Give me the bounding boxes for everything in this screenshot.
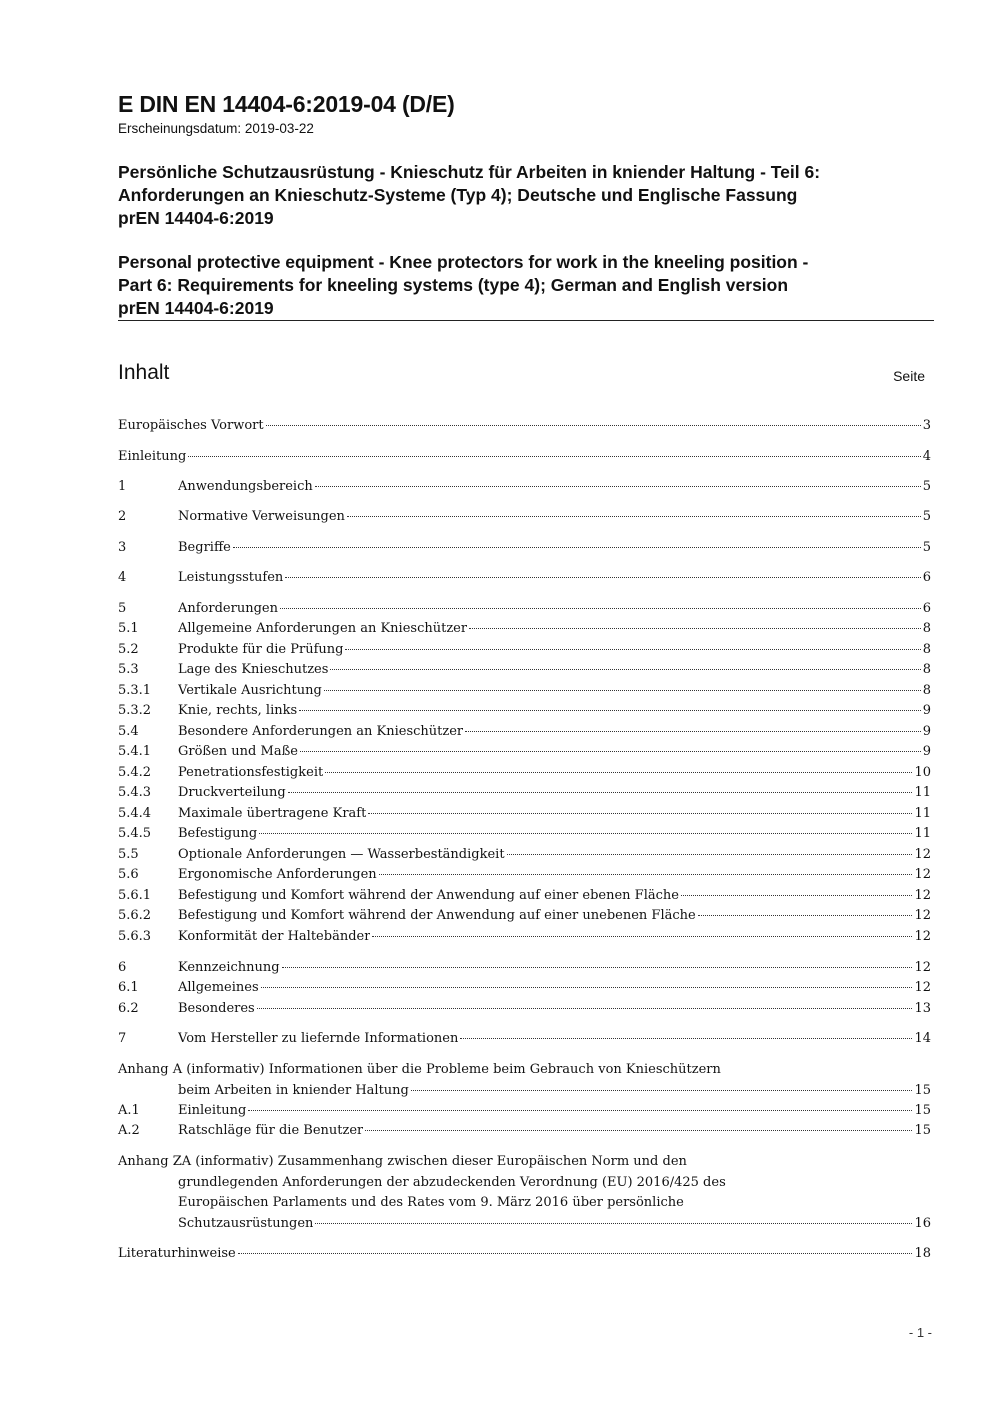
toc-leader — [238, 1253, 913, 1254]
toc-annex-za-line: Anhang ZA (informativ) Zusammenhang zwischen dieser Europäischen Norm und den — [118, 1154, 687, 1169]
toc-heading: Inhalt — [118, 361, 170, 384]
toc-entry[interactable] — [118, 642, 931, 662]
toc-entry-label: Größen und Maße — [178, 744, 298, 759]
toc-leader — [280, 608, 921, 609]
toc-entry-label: Lage des Knieschutzes — [178, 662, 329, 677]
toc-entry-number: 5.1 — [118, 621, 139, 636]
toc-entry-page: 12 — [914, 929, 931, 944]
toc-entry-label: Vertikale Ausrichtung — [178, 683, 322, 698]
toc-entry-number: 5.6 — [118, 867, 139, 882]
toc-entry-number: 5.3 — [118, 662, 139, 677]
toc-entry[interactable] — [118, 908, 931, 928]
toc-leader — [248, 1110, 912, 1111]
toc-leader — [411, 1090, 913, 1091]
toc-leader — [233, 547, 921, 548]
toc-leader — [460, 1038, 912, 1039]
toc-entry-number: 5.6.1 — [118, 888, 152, 903]
toc-entry-number: 6.2 — [118, 1001, 139, 1016]
toc-entry-number: 5.4.5 — [118, 826, 152, 841]
toc-entry-page: 6 — [922, 570, 931, 585]
toc-entry-annex-za[interactable] — [118, 1154, 931, 1236]
toc-entry-label: Maximale übertragene Kraft — [178, 806, 367, 821]
toc-entry-label: Penetrationsfestigkeit — [178, 765, 324, 780]
toc-entry-page: 15 — [914, 1123, 931, 1138]
toc-entry-label: Einleitung — [178, 1103, 247, 1118]
toc-leader — [465, 731, 921, 732]
toc-entry-label: Produkte für die Prüfung — [178, 642, 344, 657]
toc-entry-page: 12 — [914, 980, 931, 995]
toc-entry-page: 10 — [914, 765, 931, 780]
title-german — [118, 161, 938, 230]
toc-leader — [257, 1008, 913, 1009]
toc-entry[interactable] — [118, 509, 931, 529]
toc-entry[interactable] — [118, 888, 931, 908]
toc-entry[interactable] — [118, 683, 931, 703]
title-english-line: Part 6: Requirements for kneeling systems (type 4); German and English version — [118, 275, 789, 295]
toc-entry-number: 5.4.3 — [118, 785, 152, 800]
toc-entry-number: 3 — [118, 540, 127, 555]
toc-entry-page: 9 — [922, 744, 931, 759]
toc-entry[interactable] — [118, 980, 931, 1000]
toc-entry-page: 5 — [922, 479, 931, 494]
toc-entry-number: 5.4.1 — [118, 744, 152, 759]
toc-leader — [330, 669, 920, 670]
toc-entry-number: 1 — [118, 479, 127, 494]
toc-entry-page: 5 — [922, 540, 931, 555]
toc-leader — [365, 1130, 912, 1131]
toc-leader — [372, 936, 912, 937]
toc-entry-number: 7 — [118, 1031, 127, 1046]
toc-leader — [315, 486, 921, 487]
toc-entry[interactable] — [118, 570, 931, 590]
toc-entry[interactable] — [118, 418, 931, 438]
publication-date-label: Erscheinungsdatum: — [118, 121, 242, 136]
toc-entry-page: 11 — [914, 826, 931, 841]
toc-entry-page: 13 — [914, 1001, 931, 1016]
toc-entry-label: beim Arbeiten in kniender Haltung — [178, 1082, 409, 1098]
toc-entry-page: 4 — [922, 449, 931, 464]
toc-entry-page: 6 — [922, 601, 931, 616]
toc-leader — [259, 833, 912, 834]
toc-entry-label: Befestigung und Komfort während der Anwendung auf einer ebenen Fläche — [178, 888, 679, 903]
toc-entry[interactable] — [118, 826, 931, 846]
title-german-line: prEN 14404-6:2019 — [118, 208, 274, 228]
toc-entry-page: 12 — [914, 847, 931, 862]
toc-leader — [299, 710, 921, 711]
toc-entry-number: 5.5 — [118, 847, 139, 862]
toc-entry-page: 16 — [914, 1215, 931, 1231]
toc-entry-label: Befestigung — [178, 826, 258, 841]
toc-entry[interactable] — [118, 1031, 931, 1051]
toc-annex-za-lastline — [118, 1216, 931, 1236]
toc-entry-page: 12 — [914, 960, 931, 975]
toc-entry-label: Befestigung und Komfort während der Anwendung auf einer unebenen Fläche — [178, 908, 696, 923]
toc-entry-number: 5.2 — [118, 642, 139, 657]
toc-leader — [379, 874, 913, 875]
toc-entry[interactable] — [118, 662, 931, 682]
toc-entry-number: 6 — [118, 960, 127, 975]
toc-entry-number: 5.6.3 — [118, 929, 152, 944]
toc-entry-label: Anwendungsbereich — [178, 479, 313, 494]
toc-entry[interactable] — [118, 601, 931, 621]
toc-leader — [266, 425, 921, 426]
toc-leader — [315, 1223, 912, 1224]
toc-annex-za-line: Europäischen Parlaments und des Rates vom 9. März 2016 über persönliche — [178, 1195, 684, 1210]
toc-entry-label: Europäisches Vorwort — [118, 418, 264, 433]
toc-entry[interactable] — [118, 929, 931, 949]
toc-entry[interactable] — [118, 540, 931, 560]
toc-leader — [300, 751, 921, 752]
toc-entry[interactable] — [118, 724, 931, 744]
toc-entry-label: Normative Verweisungen — [178, 509, 345, 524]
toc-entry-label: Allgemeine Anforderungen an Knieschützer — [178, 621, 468, 636]
toc-entry-number: 4 — [118, 570, 127, 585]
toc-leader — [698, 915, 913, 916]
toc-entry[interactable] — [118, 1246, 931, 1266]
toc-entry-number: 5 — [118, 601, 127, 616]
toc-leader — [261, 987, 913, 988]
toc-entry-label: Einleitung — [118, 449, 187, 464]
toc-entry[interactable] — [118, 1001, 931, 1021]
toc-entry-label: Vom Hersteller zu liefernde Informationen — [178, 1031, 459, 1046]
title-english-line: prEN 14404-6:2019 — [118, 298, 274, 318]
toc-leader — [469, 628, 921, 629]
toc-leader — [507, 854, 913, 855]
publication-date-value: 2019-03-22 — [244, 121, 314, 136]
toc-entry[interactable] — [118, 479, 931, 499]
toc-entry-label: Ratschläge für die Benutzer — [178, 1123, 364, 1138]
toc-entry-page: 9 — [922, 703, 931, 718]
toc-entry[interactable] — [118, 847, 931, 867]
page-number: - 1 - — [908, 1325, 932, 1340]
toc-entry[interactable] — [118, 1123, 931, 1143]
toc-entry-label: Allgemeines — [178, 980, 259, 995]
toc-entry[interactable] — [118, 806, 931, 826]
toc-entry[interactable] — [118, 867, 931, 887]
toc-annex-za-line: grundlegenden Anforderungen der abzudeckenden Verordnung (EU) 2016/425 des — [178, 1174, 726, 1190]
toc-entry-page: 5 — [922, 509, 931, 524]
toc-entry-label: Druckverteilung — [178, 785, 286, 800]
toc-entry[interactable] — [118, 703, 931, 723]
toc-entry-number: 5.3.1 — [118, 683, 152, 698]
toc-entry-page: 9 — [922, 724, 931, 739]
toc-entry-page: 8 — [922, 662, 931, 677]
toc-entry-page: 12 — [914, 908, 931, 923]
toc-entry-label: Ergonomische Anforderungen — [178, 867, 377, 882]
title-german-line: Persönliche Schutzausrüstung - Knieschutz für Arbeiten in kniender Haltung - Teil 6: — [118, 162, 821, 182]
toc-entry-number: A.2 — [118, 1123, 140, 1138]
toc-annex-a-lastline — [118, 1083, 931, 1103]
toc-entry-page: 3 — [922, 418, 931, 433]
toc-entry[interactable] — [118, 960, 931, 980]
toc-annex-a-line: Anhang A (informativ) Informationen über die Probleme beim Gebrauch von Knieschützern — [118, 1062, 721, 1077]
toc-entry-page: 11 — [914, 806, 931, 821]
toc-entry-page: 11 — [914, 785, 931, 800]
toc-entry-number: 5.4.2 — [118, 765, 152, 780]
toc-entry-number: A.1 — [118, 1103, 140, 1118]
toc-entry-number: 5.4 — [118, 724, 139, 739]
toc-entry-label: Optionale Anforderungen — Wasserbeständigkeit — [178, 847, 505, 862]
toc-entry-label: Anforderungen — [178, 601, 278, 616]
toc-leader — [347, 516, 921, 517]
toc-leader — [681, 895, 912, 896]
toc-leader — [288, 792, 913, 793]
toc-entry-page: 14 — [914, 1031, 931, 1046]
title-english — [118, 251, 938, 320]
toc-page-label: Seite — [893, 368, 925, 384]
toc-leader — [325, 772, 912, 773]
toc-entry-label: Kennzeichnung — [178, 960, 280, 975]
toc-entry-label: Begriffe — [178, 540, 231, 555]
toc-entry[interactable] — [118, 765, 931, 785]
toc-leader — [188, 456, 920, 457]
toc-entry-label: Konformität der Haltebänder — [178, 929, 371, 944]
toc-entry-annex-a[interactable] — [118, 1062, 931, 1103]
toc-entry-label: Literaturhinweise — [118, 1246, 236, 1261]
toc-entry-page: 8 — [922, 683, 931, 698]
document-title: E DIN EN 14404-6:2019-04 (D/E) — [118, 91, 455, 117]
toc-leader — [285, 577, 920, 578]
toc-entry[interactable] — [118, 449, 931, 469]
toc-entry-page: 12 — [914, 867, 931, 882]
toc-entry[interactable] — [118, 744, 931, 764]
toc-entry-label: Besonderes — [178, 1001, 255, 1016]
toc-entry-number: 5.3.2 — [118, 703, 152, 718]
toc-entry[interactable] — [118, 621, 931, 641]
toc-entry-number: 2 — [118, 509, 127, 524]
toc-entry-label: Knie, rechts, links — [178, 703, 298, 718]
toc-entry-label: Besondere Anforderungen an Knieschützer — [178, 724, 464, 739]
toc-entry-label: Schutzausrüstungen — [178, 1215, 314, 1231]
title-english-line: Personal protective equipment - Knee protectors for work in the kneeling position - — [118, 252, 809, 272]
toc-leader — [282, 967, 913, 968]
toc-entry-page: 12 — [914, 888, 931, 903]
publication-date — [118, 121, 314, 136]
title-divider — [118, 320, 934, 321]
toc-entry-label: Leistungsstufen — [178, 570, 284, 585]
toc-leader — [368, 813, 912, 814]
toc-entry-page: 18 — [914, 1246, 931, 1261]
toc-entry-page: 15 — [914, 1103, 931, 1118]
toc-entry-page: 15 — [914, 1082, 931, 1098]
toc-entry-page: 8 — [922, 642, 931, 657]
toc-leader — [345, 649, 920, 650]
toc-entry-number: 5.4.4 — [118, 806, 152, 821]
toc-entry-number: 6.1 — [118, 980, 139, 995]
toc-entry-page: 8 — [922, 621, 931, 636]
toc-entry[interactable] — [118, 785, 931, 805]
toc-entry-number: 5.6.2 — [118, 908, 152, 923]
toc-leader — [324, 690, 921, 691]
toc-entry[interactable] — [118, 1103, 931, 1123]
title-german-line: Anforderungen an Knieschutz-Systeme (Typ 4); Deutsche und Englische Fassung — [118, 185, 798, 205]
